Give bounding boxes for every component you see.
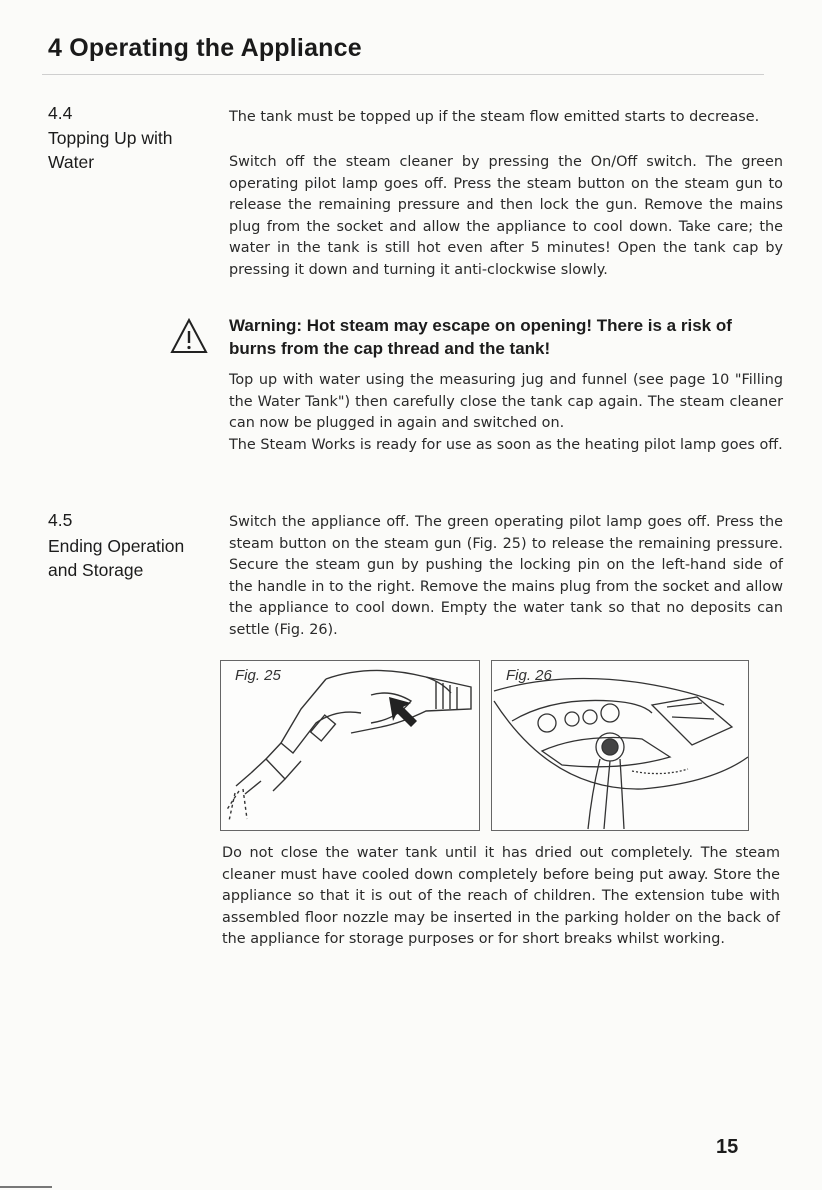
- paragraph-switch-appliance-off: Switch the appliance off. The green operating pilot lamp goes off. Press the steam button on the steam gun (Fig. 25) to release the remaining pressure. Secure the steam gun by pushing the locking pin on the left-hand side of the handle in to the right. Remove the mains plug from the socket and allow the appliance to cool down. Empty the water tank so that no deposits can settle (Fig. 26).: [229, 514, 783, 638]
- paragraph-top-up: Top up with water using the measuring jug and funnel (see page 10 "Filling the Water Tank") then carefully close the tank cap again. The steam cleaner can now be plugged in again and switched on.: [229, 372, 783, 432]
- paragraph-storage: Do not close the water tank until it has dried out completely. The steam cleaner must have cooled down completely before being put away. Store the appliance so that it is out of the reach of children. The extension tube with assembled floor nozzle may be inserted in the parking holder on the back of the appliance for storage purposes or for short breaks whilst working.: [222, 845, 780, 948]
- paragraph-switch-off: Switch off the steam cleaner by pressing the On/Off switch. The green operating pilot lamp goes off. Press the steam button on the steam gun to release the remaining pressure and then lock the gun. Remove the mains plug from the socket and allow the appliance to cool down. Take care; the water in the tank is still hot even after 5 minutes! Open the tank cap by pressing it down and turning it anti-clockwise slowly.: [229, 154, 783, 278]
- section-number-4-5: 4.5: [48, 510, 73, 530]
- figure-26: [491, 660, 749, 831]
- section-title-ending-operation: Ending Operation and Storage: [48, 536, 185, 580]
- warning-text: Warning: Hot steam may escape on opening! There is a risk of burns from the cap thread and the tank!: [229, 316, 732, 358]
- figure-26-label: Fig. 26: [506, 667, 552, 684]
- page-number: 15: [716, 1136, 739, 1158]
- section-title-topping-up: Topping Up with Water: [48, 128, 173, 172]
- header-divider: [42, 74, 764, 75]
- figure-25: [220, 660, 480, 831]
- paragraph-ready: The Steam Works is ready for use as soon as the heating pilot lamp goes off.: [229, 437, 783, 453]
- page-title: 4 Operating the Appliance: [48, 34, 362, 62]
- water-tank-illustration: [492, 661, 748, 830]
- steam-gun-illustration: [221, 661, 479, 830]
- warning-triangle-icon: [170, 318, 208, 358]
- bottom-edge-mark: [0, 1186, 52, 1188]
- section-number-4-4: 4.4: [48, 103, 73, 123]
- figure-25-label: Fig. 25: [235, 667, 281, 684]
- paragraph-topping-intro: The tank must be topped up if the steam flow emitted starts to decrease.: [229, 109, 760, 125]
